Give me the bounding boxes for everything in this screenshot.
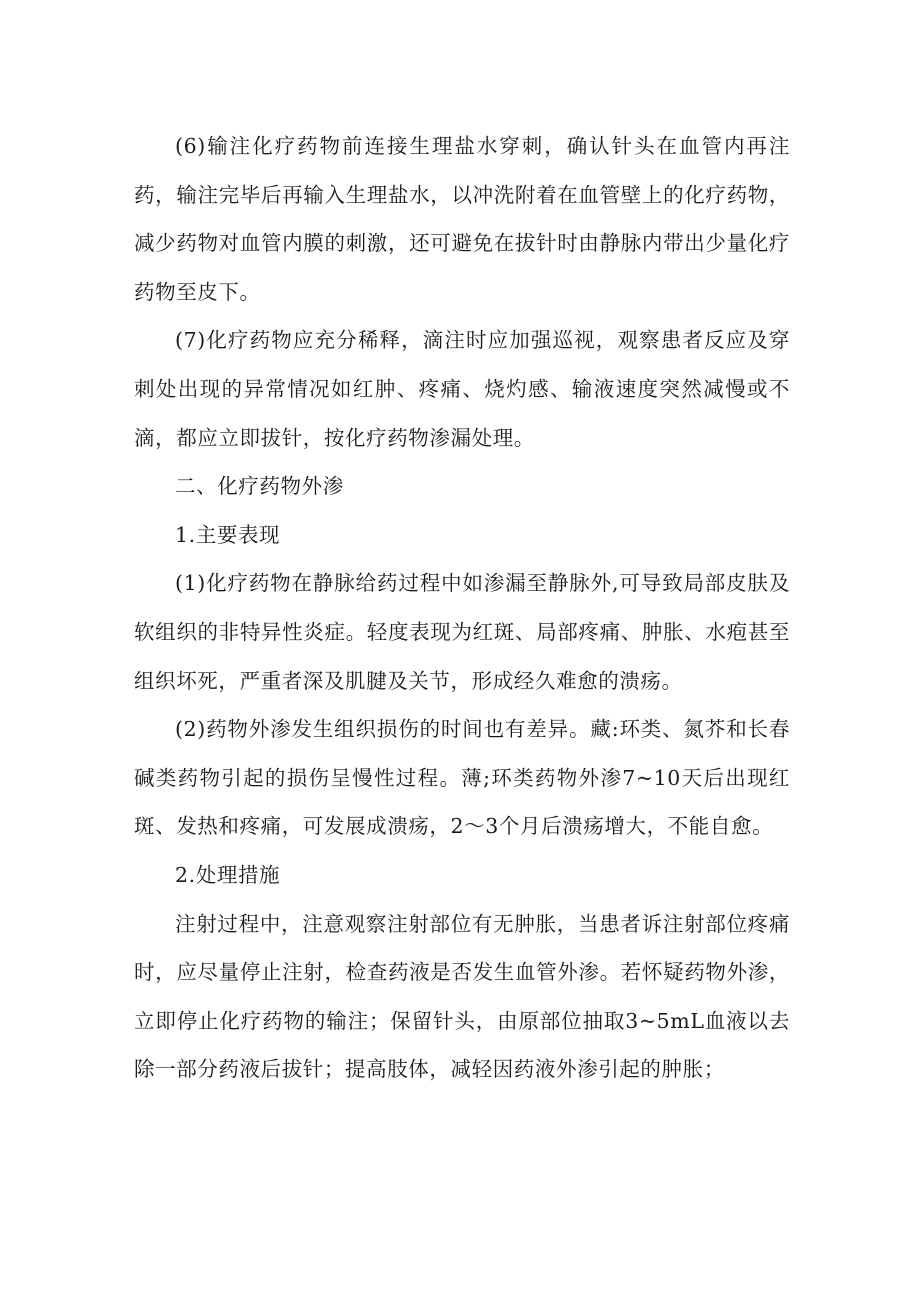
document-body xyxy=(134,122,790,1094)
paragraph-step-7: (7)化疗药物应充分稀释，滴注时应加强巡视，观察患者反应及穿刺处出现的异常情况如红肿、疼痛、烧灼感、输液速度突然减慢或不滴，都应立即拔针，按化疗药物渗漏处理。 xyxy=(134,328,790,450)
section-heading-extravasation: 二、化疗药物外渗 xyxy=(175,474,344,499)
subheading-treatment-measures: 2.处理措施 xyxy=(175,862,281,887)
subheading-main-manifestations: 1.主要表现 xyxy=(175,522,281,547)
paragraph-manifestation-1: (1)化疗药物在静脉给药过程中如渗漏至静脉外,可导致局部皮肤及软组织的非特异性炎症。轻度表现为红斑、局部疼痛、肿胀、水疱甚至组织坏死，严重者深及肌腱及关节，形成经久难愈的溃疡。 xyxy=(134,571,790,693)
paragraph-manifestation-2: (2)药物外渗发生组织损伤的时间也有差异。藏:环类、氮芥和长春碱类药物引起的损伤呈慢性过程。薄;环类药物外渗7~10天后出现红斑、发热和疼痛，可发展成溃疡，2～3个月后溃疡增大，不能自愈。 xyxy=(134,717,790,839)
paragraph-treatment: 注射过程中，注意观察注射部位有无肿胀，当患者诉注射部位疼痛时，应尽量停止注射，检查药液是否发生血管外渗。若怀疑药物外渗，立即停止化疗药物的输注；保留针头，由原部位抽取3~5mL血液以去除一部分药液后拔针；提高肢体，减轻因药液外渗引起的肿胀； xyxy=(134,911,790,1082)
paragraph-step-6: (6)输注化疗药物前连接生理盐水穿刺，确认针头在血管内再注药，输注完毕后再输入生理盐水，以冲洗附着在血管壁上的化疗药物，减少药物对血管内膜的刺激，还可避免在拔针时由静脉内带出少量化疗药物至皮下。 xyxy=(134,134,790,304)
